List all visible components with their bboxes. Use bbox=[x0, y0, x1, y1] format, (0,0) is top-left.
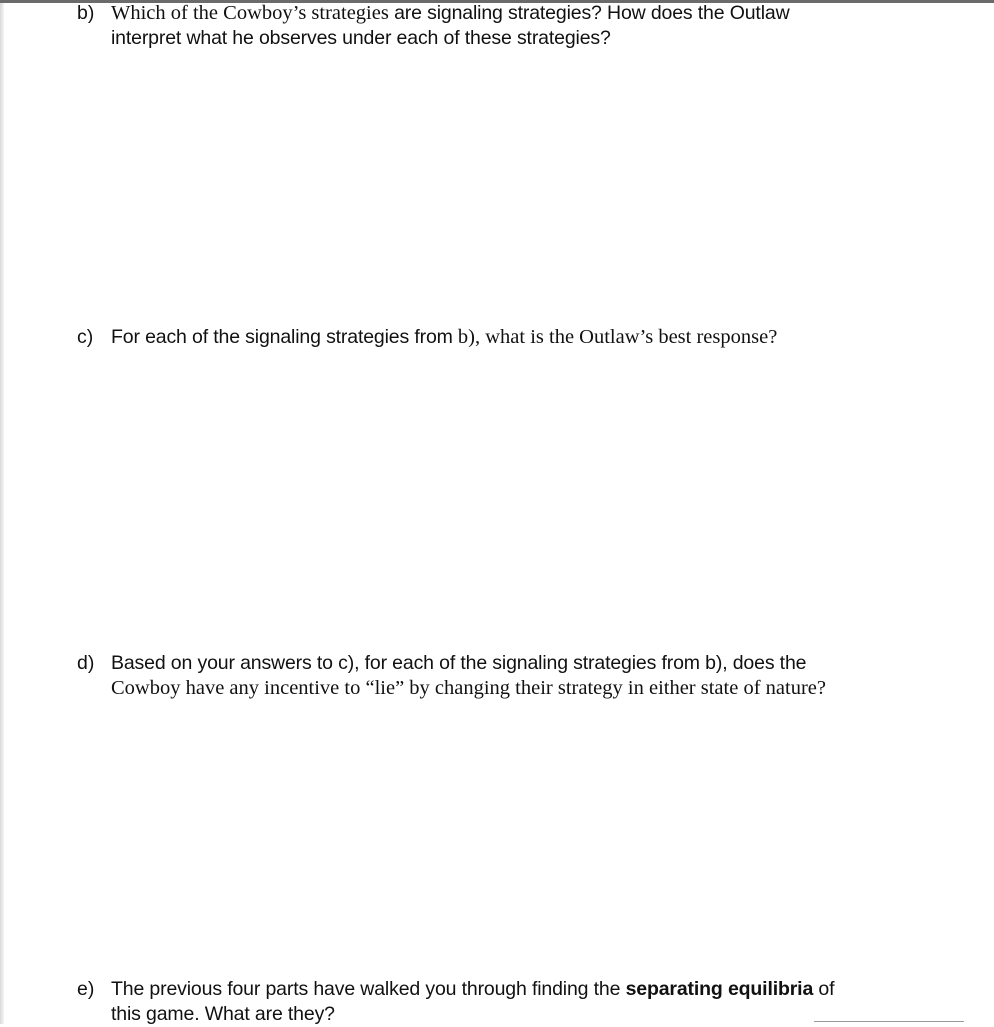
question-d bbox=[77, 651, 957, 701]
question-c bbox=[77, 325, 957, 350]
question-b-line-1 bbox=[111, 1, 957, 26]
question-e-line-1 bbox=[111, 977, 957, 1002]
question-e-line-1-post: of bbox=[813, 978, 835, 1000]
question-b bbox=[77, 1, 957, 51]
question-e-text bbox=[111, 977, 957, 1027]
question-d-line-1: Based on your answers to c), for each of the signaling strategies from b), does the bbox=[111, 652, 807, 674]
question-d-text bbox=[111, 651, 957, 701]
page-left-edge bbox=[0, 3, 4, 1024]
question-c-line-1-sans: For each of the signaling strategies from bbox=[111, 326, 453, 348]
question-c-marker: c) bbox=[77, 326, 94, 348]
question-d-line-2: Cowboy have any incentive to “lie” by changing their strategy in either state of nature? bbox=[111, 677, 826, 699]
question-e-line-1-pre: The previous four parts have walked you through finding the bbox=[111, 978, 626, 1000]
question-b-line-2: interpret what he observes under each of these strategies? bbox=[111, 27, 611, 49]
question-d-marker: d) bbox=[77, 652, 95, 674]
answer-line bbox=[814, 1021, 964, 1022]
question-b-text bbox=[111, 1, 957, 51]
question-e bbox=[77, 977, 957, 1027]
question-c-line-1-serif: b), what is the Outlaw’s best response? bbox=[452, 326, 778, 348]
question-e-marker: e) bbox=[77, 978, 95, 1000]
question-c-line-1 bbox=[111, 325, 957, 350]
separating-equilibria-term: separating equilibria bbox=[625, 978, 814, 1000]
question-b-line-1-serif: Which of the Cowboy’s strategies bbox=[111, 2, 389, 24]
question-c-text bbox=[111, 325, 957, 350]
question-b-line-1-sans: are signaling strategies? How does the Outlaw bbox=[388, 2, 790, 24]
question-e-line-2: this game. What are they? bbox=[111, 1003, 335, 1025]
question-b-marker: b) bbox=[77, 2, 95, 24]
